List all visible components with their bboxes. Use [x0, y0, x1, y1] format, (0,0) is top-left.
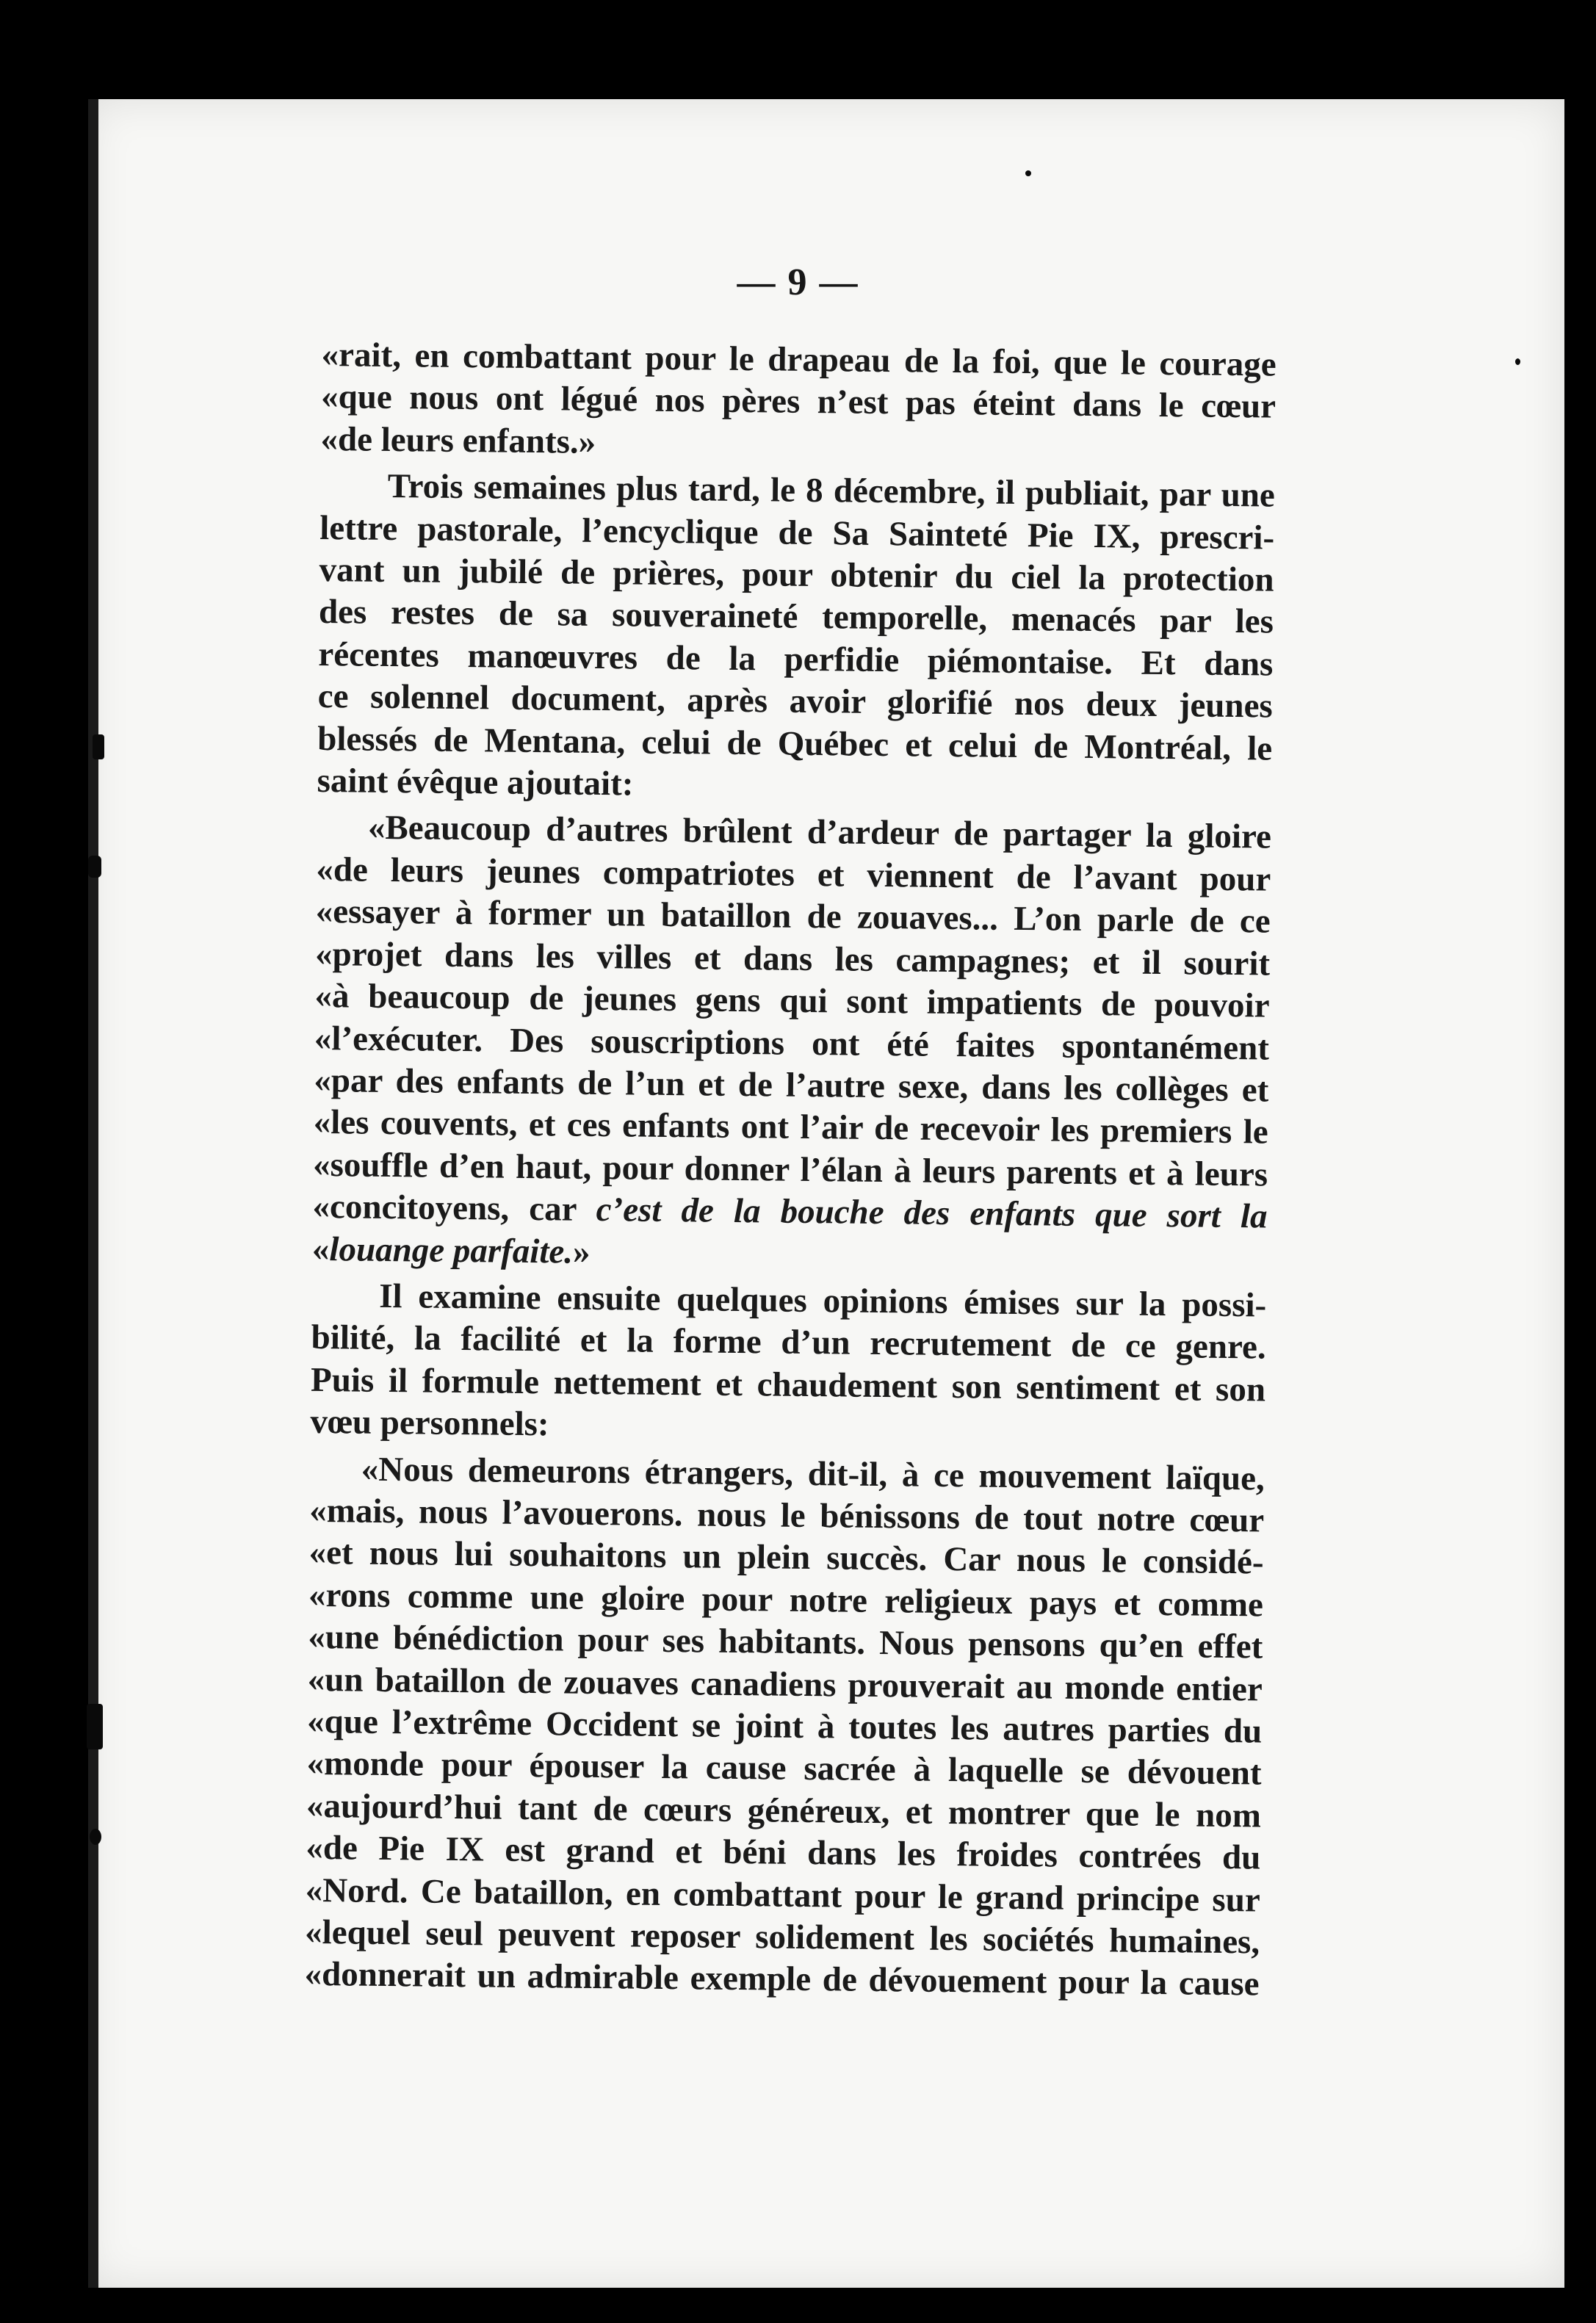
text-line: «une bénédiction pour ses habitants. Nous pensons qu’en effet — [308, 1618, 1263, 1666]
text-line: «que nous ont légué nos pères n’est pas éteint dans le cœur — [320, 377, 1277, 427]
text-line: «rons comme une gloire pour notre religieux pays et comme — [308, 1575, 1264, 1625]
italic-span: louange parfaite. — [329, 1229, 574, 1271]
scan-speck — [90, 1829, 101, 1845]
text-line: «donnerait un admirable exemple de dévouement pour la cause — [304, 1955, 1260, 2004]
paragraph — [317, 465, 1275, 812]
text-line: bilité, la facilité et la forme d’un recrutement de ce genre. — [311, 1318, 1266, 1367]
text-line: «mais, nous l’avouerons. nous le bénissons de tout notre cœur — [308, 1491, 1265, 1540]
text-line: «Nous demeurons étrangers, dit-il, à ce mouvement laïque, — [361, 1450, 1265, 1498]
text-line: saint évêque ajoutait: — [317, 762, 634, 803]
text-line: récentes manœuvres de la perfidie piémontaise. Et dans — [318, 635, 1274, 684]
text-line: «Nord. Ce bataillon, en combattant pour le grand principe sur — [305, 1871, 1261, 1920]
text-line: «de leurs enfants.» — [320, 419, 596, 461]
text-line: «les couvents, et ces enfants ont l’air de recevoir les premiers le — [313, 1103, 1268, 1152]
paragraph — [320, 334, 1277, 471]
text-line: «rait, en combattant pour le drapeau de la foi, que le courage — [321, 335, 1277, 384]
italic-span: c’est de la bouche des enfants que sort la — [596, 1191, 1268, 1236]
text-line: «que l’extrême Occident se joint à toutes les autres parties du — [306, 1702, 1263, 1751]
text-line: «lequel seul peuvent reposer solidement les sociétés humaines, — [304, 1912, 1260, 1962]
scan-speck — [1515, 358, 1520, 365]
text-line: blessés de Mentana, celui de Québec et celui de Montréal, le — [317, 719, 1273, 768]
text-line: «à beaucoup de jeunes gens qui sont impatients de pouvoir — [314, 977, 1270, 1025]
text-line: des restes de sa souveraineté temporelle, menacés par les — [318, 593, 1274, 642]
text-line: vœu personnels: — [310, 1403, 549, 1444]
text-line: Puis il formule nettement et chaudement son sentiment et son — [310, 1360, 1266, 1409]
text-line: lettre pastorale, l’encyclique de Sa Sainteté Pie IX, prescri- — [319, 508, 1275, 557]
text-line: «aujourd’hui tant de cœurs généreux, et montrer que le nom — [306, 1786, 1262, 1835]
text-line: «essayer à former un bataillon de zouaves... L’on parle de ce — [315, 892, 1271, 941]
scan-speck — [88, 856, 101, 878]
body-text — [304, 334, 1277, 2006]
text-line: Il examine ensuite quelques opinions émises sur la possi- — [379, 1276, 1267, 1325]
text-line: ce solennel document, après avoir glorifié nos deux jeunes — [317, 677, 1274, 726]
text-line: «l’exécuter. Des souscriptions ont été faites spontanément — [314, 1019, 1270, 1068]
text-line: «et nous lui souhaitons un plein succès. Car nous le considé- — [308, 1533, 1264, 1582]
text-line: «Beaucoup d’autres brûlent d’ardeur de partager la gloire — [367, 809, 1272, 857]
scan-speck — [93, 734, 104, 759]
text-line: «de Pie IX est grand et béni dans les froides contrées du — [306, 1829, 1261, 1877]
text-span: « — [311, 1229, 330, 1268]
text-line: «de leurs jeunes compatriotes et viennent de l’avant pour — [316, 850, 1271, 899]
page-binding-edge — [88, 99, 98, 2288]
text-line: «souffle d’en haut, pour donner l’élan à leurs parents et à leurs — [312, 1145, 1268, 1194]
paragraph — [310, 1275, 1266, 1453]
text-line: «projet dans les villes et dans les campagnes; et il sourit — [314, 934, 1271, 983]
quoted-paragraph — [304, 1448, 1265, 2006]
quoted-paragraph — [312, 806, 1272, 1280]
text-line: «monde pour épouser la cause sacrée à laquelle se dévouent — [306, 1744, 1262, 1793]
text-span: » — [572, 1232, 591, 1271]
page-number: — 9 — — [737, 261, 859, 303]
text-line: Trois semaines plus tard, le 8 décembre, il publiait, par une — [387, 467, 1276, 515]
text-line: «un bataillon de zouaves canadiens prouverait au monde entier — [307, 1660, 1263, 1709]
text-line: vant un jubilé de prières, pour obtenir du ciel la protection — [319, 551, 1274, 599]
text-span: «concitoyens, car — [312, 1188, 596, 1229]
scan-speck — [87, 1704, 103, 1749]
text-line: «par des enfants de l’un et de l’autre sexe, dans les collèges et — [314, 1061, 1269, 1110]
scan-speck — [1025, 170, 1031, 176]
